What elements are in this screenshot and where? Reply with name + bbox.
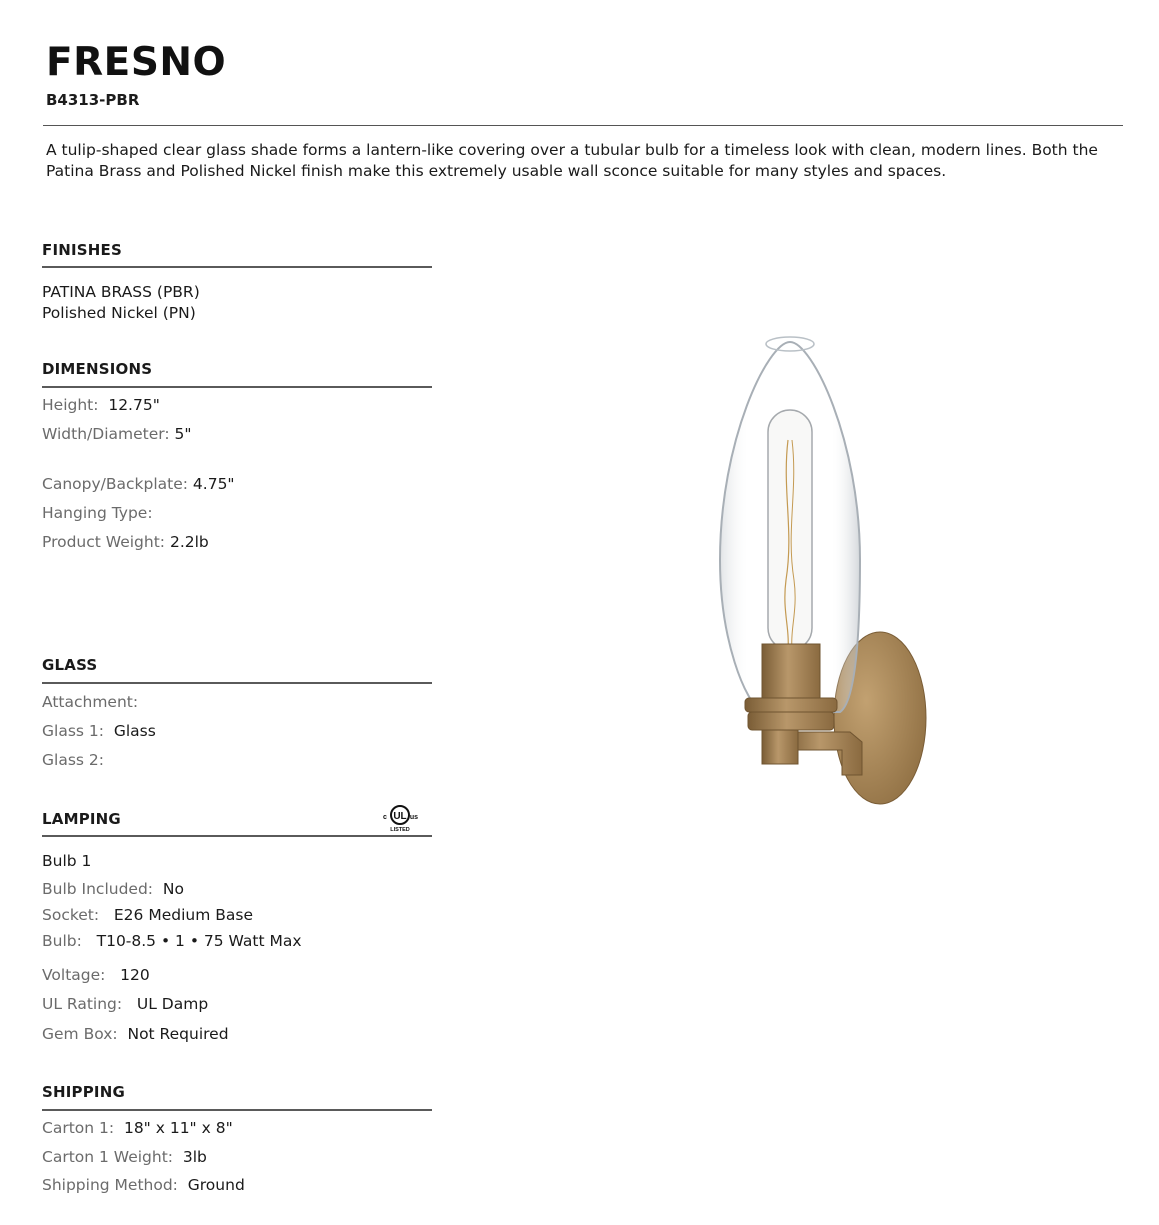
carton-1-weight-label: Carton 1 Weight:: [42, 1148, 174, 1166]
finish-item-pbr: PATINA BRASS (PBR): [42, 283, 200, 301]
lamping-heading: LAMPING: [42, 810, 121, 828]
bulb-title-text: Bulb 1: [42, 852, 92, 870]
shipping-divider: [42, 1109, 432, 1111]
voltage: [42, 966, 150, 984]
glass-attachment-label: Attachment:: [42, 693, 139, 711]
header-divider: [43, 125, 1123, 126]
glass-1: [42, 722, 156, 740]
ul-listed-icon: [381, 803, 419, 833]
carton-1-weight-value: 3lb: [182, 1148, 207, 1166]
socket-value: E26 Medium Base: [113, 906, 253, 924]
dimension-canopy-value: 4.75": [192, 475, 235, 493]
dimension-width: [42, 425, 192, 443]
socket: [42, 906, 253, 924]
glass-heading: GLASS: [42, 656, 98, 674]
gem-box-label: Gem Box:: [42, 1025, 118, 1043]
bulb-included-label: Bulb Included:: [42, 880, 154, 898]
ul-logo-c-text: c: [383, 814, 387, 821]
ul-rating-label: UL Rating:: [42, 995, 123, 1013]
ul-logo-us-text: us: [409, 814, 419, 821]
shipping-method-label: Shipping Method:: [42, 1176, 178, 1194]
dimensions-heading: DIMENSIONS: [42, 360, 153, 378]
dimension-width-label: Width/Diameter:: [42, 425, 170, 443]
carton-1: [42, 1119, 233, 1137]
lamping-divider: [42, 835, 432, 837]
dimension-height: [42, 396, 160, 414]
finishes-divider: [42, 266, 432, 268]
bulb-title: [42, 852, 91, 870]
finishes-heading: FINISHES: [42, 241, 122, 259]
gem-box-value: Not Required: [127, 1025, 229, 1043]
product-title: FRESNO: [46, 40, 227, 85]
shipping-method-value: Ground: [187, 1176, 245, 1194]
glass-2: [42, 751, 104, 769]
carton-1-label: Carton 1:: [42, 1119, 115, 1137]
ul-rating-value: UL Damp: [136, 995, 209, 1013]
dimension-width-value: 5": [174, 425, 192, 443]
bulb-spec: [42, 932, 302, 950]
product-description: A tulip-shaped clear glass shade forms a lantern-like covering over a tubular bulb for a timeless look with clean, modern lines. Both the Patina Brass and Polished Nickel finish make this extremely usable wall sconce suitable for many styles and spaces.: [46, 141, 1098, 180]
ul-logo-listed-text: LISTED: [390, 827, 410, 833]
voltage-label: Voltage:: [42, 966, 106, 984]
dimension-weight-value: 2.2lb: [169, 533, 209, 551]
glass-divider: [42, 682, 432, 684]
gem-box: [42, 1025, 229, 1043]
bulb-included-value: No: [162, 880, 184, 898]
voltage-value: 120: [120, 966, 150, 984]
dimension-weight: [42, 533, 209, 551]
dimension-hanging-label: Hanging Type:: [42, 504, 153, 522]
socket-label: Socket:: [42, 906, 100, 924]
dimension-hanging-type: [42, 504, 153, 522]
dimension-canopy: [42, 475, 235, 493]
carton-1-weight: [42, 1148, 207, 1166]
dimension-height-label: Height:: [42, 396, 99, 414]
dimension-height-value: 12.75": [108, 396, 160, 414]
shipping-heading: SHIPPING: [42, 1083, 125, 1101]
product-sku: B4313-PBR: [46, 91, 140, 109]
finish-item-pn: Polished Nickel (PN): [42, 304, 196, 322]
ul-rating: [42, 995, 208, 1013]
glass-2-label: Glass 2:: [42, 751, 104, 769]
bulb-spec-label: Bulb:: [42, 932, 82, 950]
shipping-method: [42, 1176, 245, 1194]
dimension-canopy-label: Canopy/Backplate:: [42, 475, 188, 493]
glass-1-label: Glass 1:: [42, 722, 104, 740]
carton-1-value: 18" x 11" x 8": [123, 1119, 233, 1137]
glass-1-value: Glass: [113, 722, 156, 740]
dimension-weight-label: Product Weight:: [42, 533, 166, 551]
dimensions-divider: [42, 386, 432, 388]
bulb-spec-value: T10-8.5 • 1 • 75 Watt Max: [96, 932, 302, 950]
glass-attachment: [42, 693, 138, 711]
bulb-included: [42, 880, 184, 898]
wall-sconce-product-photo: [690, 330, 950, 820]
ul-logo-ul-text: UL: [393, 811, 407, 822]
